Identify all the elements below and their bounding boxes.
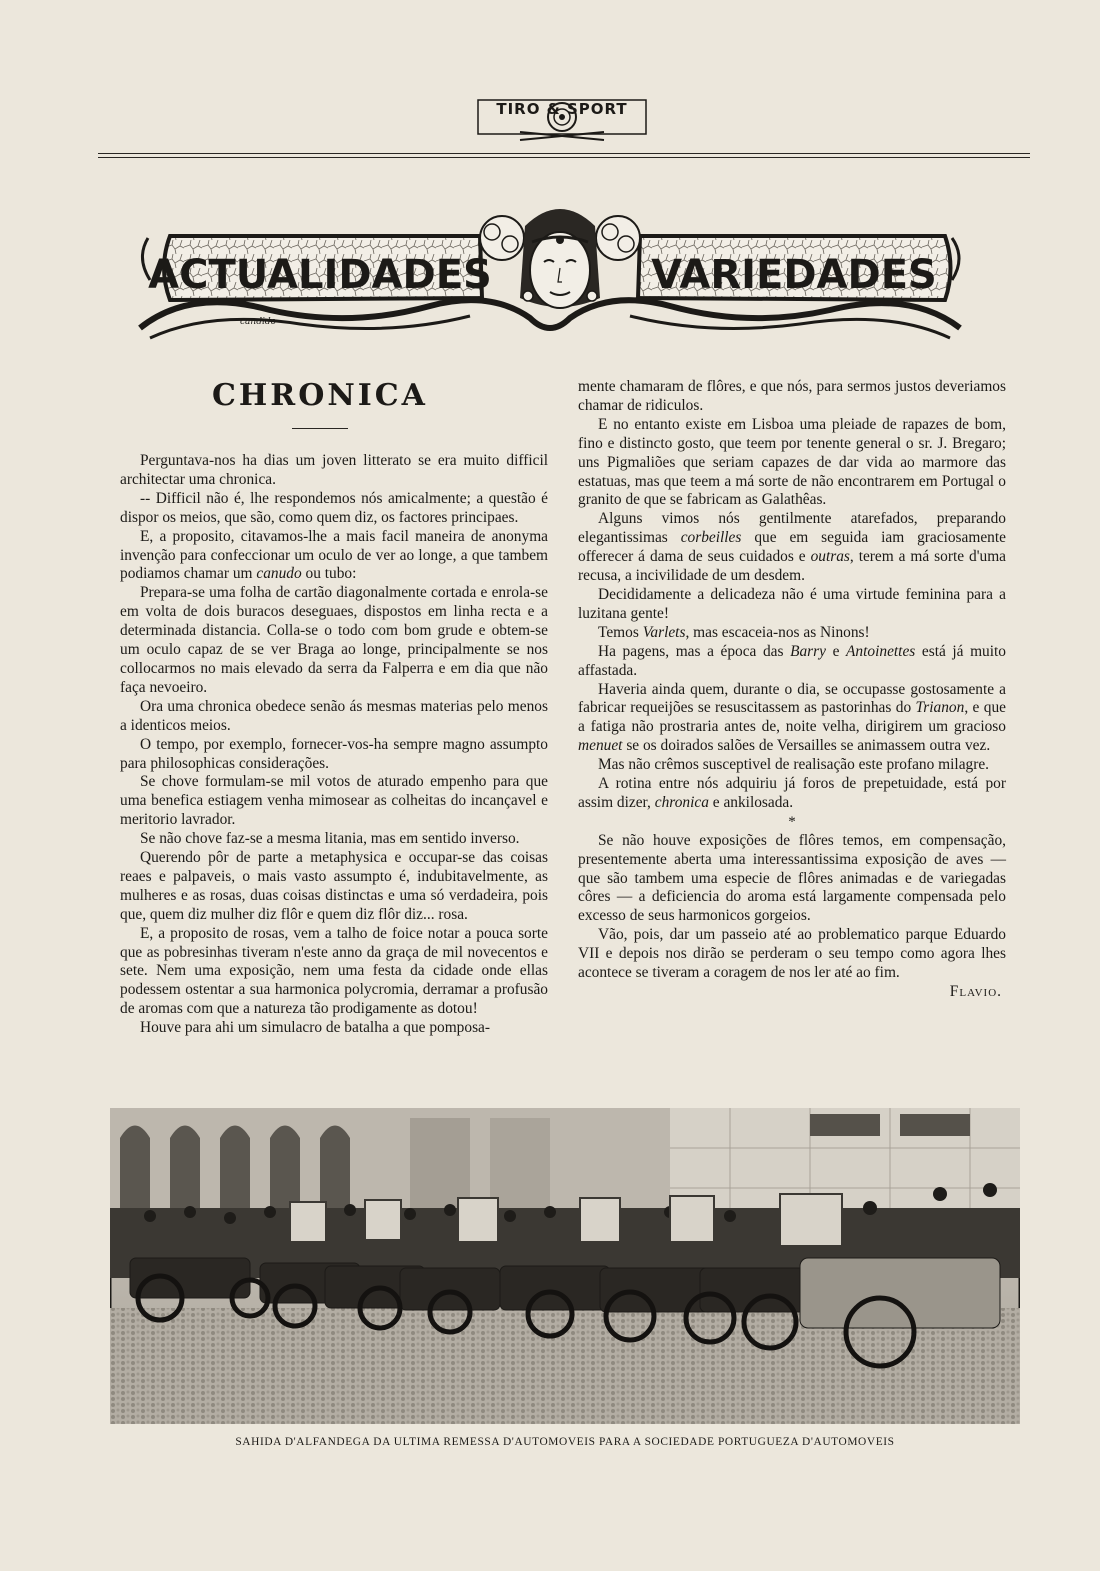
- section-banner: [130, 198, 970, 346]
- text-run: Alguns vimos nós gentilmente atarefados, preparando elegantissimas: [578, 510, 1006, 547]
- italic-run: Barry: [790, 642, 826, 660]
- text-run: Haveria ainda quem, durante o dia, se occupasse gostosamente a fabricar requeijões se resuscitassem as pastorinhas do: [578, 680, 1006, 717]
- masthead-logo-text: [470, 100, 654, 118]
- paragraph: [578, 643, 1006, 681]
- italic-run: Antoinettes: [846, 642, 916, 660]
- art-nouveau-banner-illustration: [130, 198, 970, 346]
- italic-run: menuet: [578, 737, 623, 755]
- paragraph: Se chove formulam-se mil votos de aturado empenho para que uma benefica estiagem venha mimosear as colheitas do incançavel e meritorio lavrador.: [120, 773, 548, 829]
- banner-left-word: ACTUALIDADES: [148, 252, 492, 298]
- paragraph: Vão, pois, dar um passeio até ao problematico parque Eduardo VII e depois nos dirão se perderam o seu tempo como agora lhes acontece se tiveram a coragem de nos ler até ao fim.: [578, 926, 1006, 982]
- text-run: Ha pagens, mas a época das: [598, 642, 784, 660]
- artist-signature: candido: [240, 317, 277, 327]
- paragraph: Houve para ahi um simulacro de batalha a que pomposa-: [140, 1019, 491, 1037]
- photo-caption: SAHIDA D'ALFANDEGA DA ULTIMA REMESSA D'AUTOMOVEIS PARA A SOCIEDADE PORTUGUEZA D'AUTOMOVEIS: [235, 1436, 895, 1448]
- paragraph: Se não houve exposições de flôres temos, em compensação, presentemente aberta uma interessantissima exposição de aves — que são tambem uma especie de flôres animadas e de variegadas côres — a deficiencia do aroma está largamente compensada pelo excesso de seus harmonicos gorgeios.: [578, 831, 1006, 925]
- text-run: , terem a má sorte d'uma recusa, a incivilidade de um desdem.: [578, 548, 1006, 585]
- italic-run: canudo: [256, 565, 302, 583]
- masthead-title: TIRO & SPORT: [496, 100, 628, 118]
- article-title: CHRONICA: [212, 378, 428, 413]
- paragraph: Mas não crêmos susceptivel de realisação este profano milagre.: [598, 756, 990, 774]
- header-rule: [98, 153, 1030, 154]
- italic-run: corbeilles: [680, 529, 742, 547]
- section-separator: *: [788, 813, 796, 830]
- paragraph: Prepara-se uma folha de cartão diagonalmente cortada e enrola-se em volta de dois buracos desegu​aes, dispostos em linha recta e a determinada distancia. Colla-se o todo com bom grude e obtem-se um oculo capaz de se ver Braga ao longe, principalmente se nos collocarmos no mais elevado da serra da Falperra e em dia que não faça nevoeiro.: [120, 584, 548, 696]
- paragraph: mente chamaram de flôres, e que nós, para sermos justos deveriamos chamar de ridiculos.: [578, 378, 1006, 414]
- text-run: e ankilosada.: [712, 793, 794, 811]
- text-run: , mas escaceia-nos as Ninons!: [685, 623, 870, 641]
- title-rule: [292, 428, 348, 429]
- text-run: está já muito affastada.: [578, 642, 1006, 679]
- text-run: E, a proposito, citavamos-lhe a mais facil maneira de anonyma invenção para confeccionar um oculo de ver ao longe, a que tambem podiamos chamar um: [120, 527, 548, 583]
- paragraph: Decididamente a delicadeza não é uma virtude feminina para a luzitana gente!: [578, 585, 1006, 622]
- left-column: [120, 452, 548, 1038]
- paragraph: -- Difficil não é, lhe respondemos nós amicalmente; a questão é dispor os meios, que são, como quem diz, os factores principaes.: [120, 489, 548, 526]
- paragraph: E, a proposito de rosas, vem a talho de foice notar a pouca sorte que as pobresinhas tiveram n'este anno da graça de mil novecentos e sete. Nem uma exposição, nem uma festa da cidade onde ellas podessem ostentar a sua harmonica polycromia, derramar a profusão de aromas com que a natureza tão prodigamente as dotou!: [120, 924, 548, 1018]
- paragraph: [578, 681, 1006, 757]
- text-run: A rotina entre nós adquiriu já foros de prepetuidade, está por assim dizer,: [578, 775, 1006, 811]
- paragraph: Perguntava-nos ha dias um joven litterato se era muito difficil architectar uma chronica.: [120, 452, 548, 488]
- text-run: se os doirados salões de Versailles se animassem outra vez.: [626, 737, 991, 755]
- paragraph: Ora uma chronica obedece senão ás mesmas materias pelo menos a identicos meios.: [120, 697, 548, 734]
- text-run: ou tubo:: [305, 565, 357, 583]
- italic-run: Varlets: [642, 623, 686, 641]
- italic-run: chronica: [654, 793, 709, 811]
- text-run: e: [832, 642, 840, 660]
- paragraph: Querendo pôr de parte a metaphysica e occupar-se das coisas reaes e palpaveis, o mais vasto assumpto é, indubitavelmente, as mulheres e as rosas, duas coisas distinctas e uma só verdadeira, pois que, quem diz mulher diz flôr e quem diz flôr diz... rosa.: [120, 849, 548, 923]
- text-run: Temos: [598, 623, 639, 641]
- paragraph: [578, 510, 1006, 586]
- text-run: , e que a fatiga não prostraria antes de, noite velha, dirigirem um gracioso: [578, 699, 1006, 736]
- italic-run: Trianon: [915, 699, 965, 717]
- right-column: [578, 378, 1006, 1002]
- paragraph: [578, 775, 1006, 813]
- author-signature: Flavio.: [949, 983, 1002, 1000]
- italic-run: outras: [810, 548, 850, 566]
- paragraph: [578, 624, 1006, 643]
- cars-street-photo-image: [110, 1108, 1020, 1424]
- paragraph: Se não chove faz-se a mesma litania, mas em sentido inverso.: [140, 830, 520, 848]
- paragraph: E no entanto existe em Lisboa uma pleiade de rapazes de bom, fino e distincto gosto, que teem por tenente general o sr. J. Bregaro; uns Pigmaliões que seriam capazes de dar vida ao marmore das estatuas, mas que teem a má sorte de não encontrarem em Portugal o granito de que se fabricam as Galathêas.: [578, 415, 1006, 509]
- automobiles-photograph: [110, 1108, 1020, 1424]
- text-run: que em seguida iam graciosamente offerecer á dama de seus cuidados e: [578, 529, 1006, 566]
- paragraph: O tempo, por exemplo, fornecer-vos-ha sempre magno assumpto para philosophicas considerações.: [120, 735, 548, 772]
- header-rule-double: [98, 157, 1030, 158]
- paragraph: [120, 528, 548, 585]
- banner-right-word: VARIEDADES: [651, 252, 937, 298]
